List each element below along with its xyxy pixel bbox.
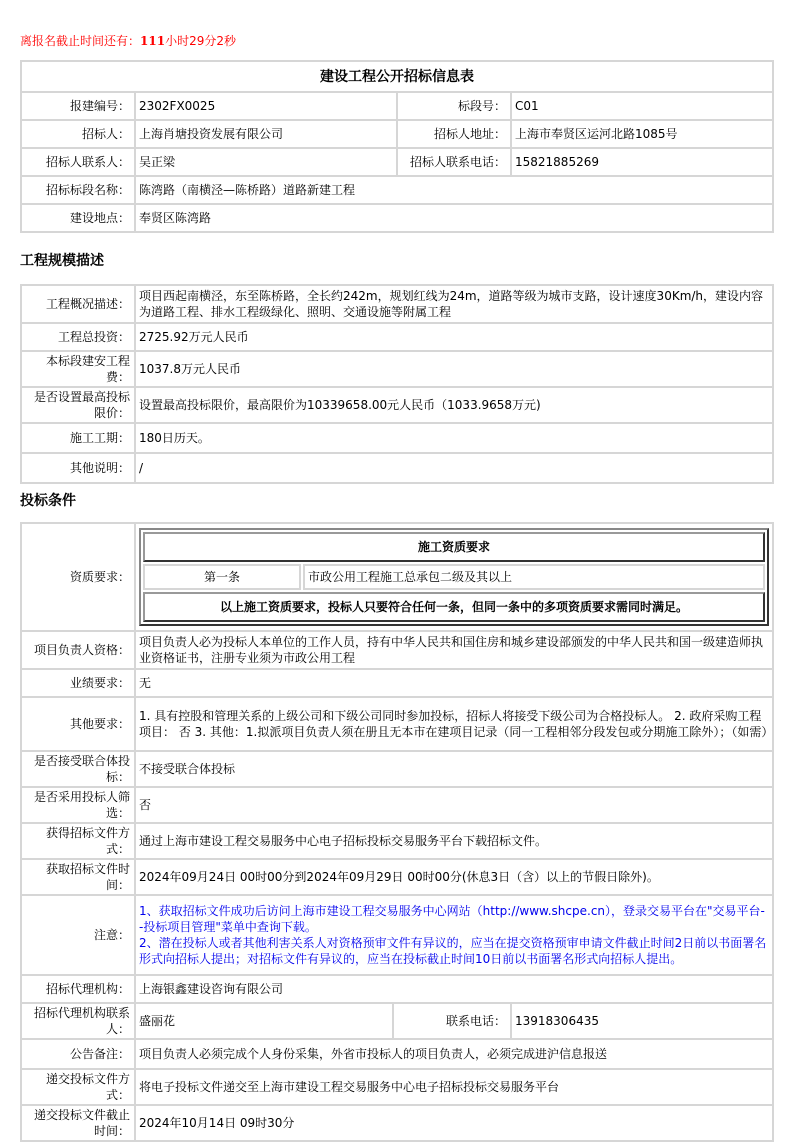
qualification-table xyxy=(139,528,769,626)
project-manager-qualification-label: 项目负责人资格： xyxy=(21,631,135,669)
bidder-screening-value: 否 xyxy=(135,787,773,823)
qualification-label: 资质要求： xyxy=(21,523,135,631)
tenderer-contact-value: 吴正梁 xyxy=(135,148,397,176)
tenderer-phone-value: 15821885269 xyxy=(511,148,773,176)
scale-section xyxy=(20,284,774,484)
agency-contact-label: 招标代理机构联系人： xyxy=(21,1003,135,1039)
bid-registration-no-label: 报建编号： xyxy=(21,92,135,120)
total-investment-value: 2725.92万元人民币 xyxy=(135,323,773,351)
duration-value: 180日历天。 xyxy=(135,423,773,453)
document-method-label: 获得招标文件方式： xyxy=(21,823,135,859)
qualification-table-footer: 以上施工资质要求，投标人只要符合任何一条，但同一条中的多项资质要求需同时满足。 xyxy=(143,592,765,622)
other-requirements-label: 其他要求： xyxy=(21,697,135,751)
document-method-value: 通过上海市建设工程交易服务中心电子招标投标交易服务平台下载招标文件。 xyxy=(135,823,773,859)
performance-requirement-label: 业绩要求： xyxy=(21,669,135,697)
tenderer-address-value: 上海市奉贤区运河北路1085号 xyxy=(511,120,773,148)
countdown-rest: 小时29分2秒 xyxy=(165,34,236,48)
section-name-label: 招标标段名称： xyxy=(21,176,135,204)
bidder-screening-label: 是否采用投标人筛选： xyxy=(21,787,135,823)
agency-value: 上海银鑫建设咨询有限公司 xyxy=(135,975,773,1003)
agency-phone-value: 13918306435 xyxy=(511,1003,773,1039)
tenderer-value: 上海肖塘投资发展有限公司 xyxy=(135,120,397,148)
qualification-cell xyxy=(135,523,773,631)
submission-deadline-value: 2024年10月14日 09时30分 xyxy=(135,1105,773,1141)
other-requirements-value: 1. 具有控股和管理关系的上级公司和下级公司同时参加投标，招标人将接受下级公司为合格投标人。 2. 政府采购工程项目： 否 3. 其他：1.拟派项目负责人须在册且无本市在建项目记录（同一工程相邻分段发包或分期施工除外）；（如需） xyxy=(135,697,773,751)
duration-label: 施工工期： xyxy=(21,423,135,453)
section-cost-label: 本标段建安工程费： xyxy=(21,351,135,387)
notice-content xyxy=(135,895,773,975)
max-price-label: 是否设置最高投标限价： xyxy=(21,387,135,423)
bid-registration-no-value: 2302FX0025 xyxy=(135,92,397,120)
tenderer-label: 招标人： xyxy=(21,120,135,148)
conditions-section xyxy=(20,522,774,1142)
agency-contact-value: 盛丽花 xyxy=(135,1003,393,1039)
countdown-prefix: 离报名截止时间还有： xyxy=(20,34,141,48)
qualification-table-header: 施工资质要求 xyxy=(143,532,765,562)
tenderer-address-label: 招标人地址： xyxy=(397,120,511,148)
other-notes-label: 其他说明： xyxy=(21,453,135,483)
qualification-row-value: 市政公用工程施工总承包二级及其以上 xyxy=(303,564,765,590)
overview-value: 项目西起南横泾，东至陈桥路，全长约242m，规划红线为24m，道路等级为城市支路，设计速度30Km/h，建设内容为道路工程、排水工程级绿化、照明、交通设施等附属工程 xyxy=(135,285,773,323)
agency-label: 招标代理机构： xyxy=(21,975,135,1003)
consortium-value: 不接受联合体投标 xyxy=(135,751,773,787)
tenderer-contact-label: 招标人联系人： xyxy=(21,148,135,176)
section-no-value: C01 xyxy=(511,92,773,120)
scale-table xyxy=(20,284,774,484)
agency-phone-label: 联系电话： xyxy=(393,1003,511,1039)
tenderer-phone-label: 招标人联系电话： xyxy=(397,148,511,176)
basic-info-table xyxy=(20,60,774,233)
registration-countdown xyxy=(20,33,236,49)
max-price-value: 设置最高投标限价，最高限价为10339658.00元人民币（1033.9658万元) xyxy=(135,387,773,423)
countdown-hours: 111 xyxy=(140,34,166,48)
notice-line-2: 2、潜在投标人或者其他利害关系人对资格预审文件有异议的，应当在提交资格预审申请文件截止时间2日前以书面署名形式向招标人提出；对招标文件有异议的，应当在投标截止时间10日前以书面署名形式向招标人提出。 xyxy=(139,936,767,966)
section-no-label: 标段号： xyxy=(397,92,511,120)
qualification-row-index: 第一条 xyxy=(143,564,301,590)
announcement-remarks-value: 项目负责人必须完成个人身份采集，外省市投标人的项目负责人，必须完成进沪信息报送 xyxy=(135,1039,773,1069)
construction-site-label: 建设地点： xyxy=(21,204,135,232)
conditions-table xyxy=(20,522,774,1142)
other-notes-value: / xyxy=(135,453,773,483)
project-manager-qualification-value: 项目负责人必为投标人本单位的工作人员，持有中华人民共和国住房和城乡建设部颁发的中华人民共和国一级建造师执业资格证书，注册专业须为市政公用工程 xyxy=(135,631,773,669)
document-time-value: 2024年09月24日 00时00分到2024年09月29日 00时00分(休息3日（含）以上的节假日除外)。 xyxy=(135,859,773,895)
submission-deadline-label: 递交投标文件截止时间： xyxy=(21,1105,135,1141)
submission-method-label: 递交投标文件方式： xyxy=(21,1069,135,1105)
conditions-section-title: 投标条件 xyxy=(20,493,76,509)
submission-method-value: 将电子投标文件递交至上海市建设工程交易服务中心电子招标投标交易服务平台 xyxy=(135,1069,773,1105)
document-time-label: 获取招标文件时间： xyxy=(21,859,135,895)
basic-info-section xyxy=(20,60,774,233)
overview-label: 工程概况描述： xyxy=(21,285,135,323)
announcement-remarks-label: 公告备注： xyxy=(21,1039,135,1069)
notice-line-1: 1、获取招标文件成功后访问上海市建设工程交易服务中心网站（http://www.shcpe.cn），登录交易平台在"交易平台--投标项目管理"菜单中查询下载。 xyxy=(139,904,765,934)
section-name-value: 陈湾路（南横泾—陈桥路）道路新建工程 xyxy=(135,176,773,204)
consortium-label: 是否接受联合体投标： xyxy=(21,751,135,787)
notice-label: 注意： xyxy=(21,895,135,975)
page-title: 建设工程公开招标信息表 xyxy=(21,61,773,92)
performance-requirement-value: 无 xyxy=(135,669,773,697)
section-cost-value: 1037.8万元人民币 xyxy=(135,351,773,387)
construction-site-value: 奉贤区陈湾路 xyxy=(135,204,773,232)
total-investment-label: 工程总投资： xyxy=(21,323,135,351)
scale-section-title: 工程规模描述 xyxy=(20,253,104,269)
